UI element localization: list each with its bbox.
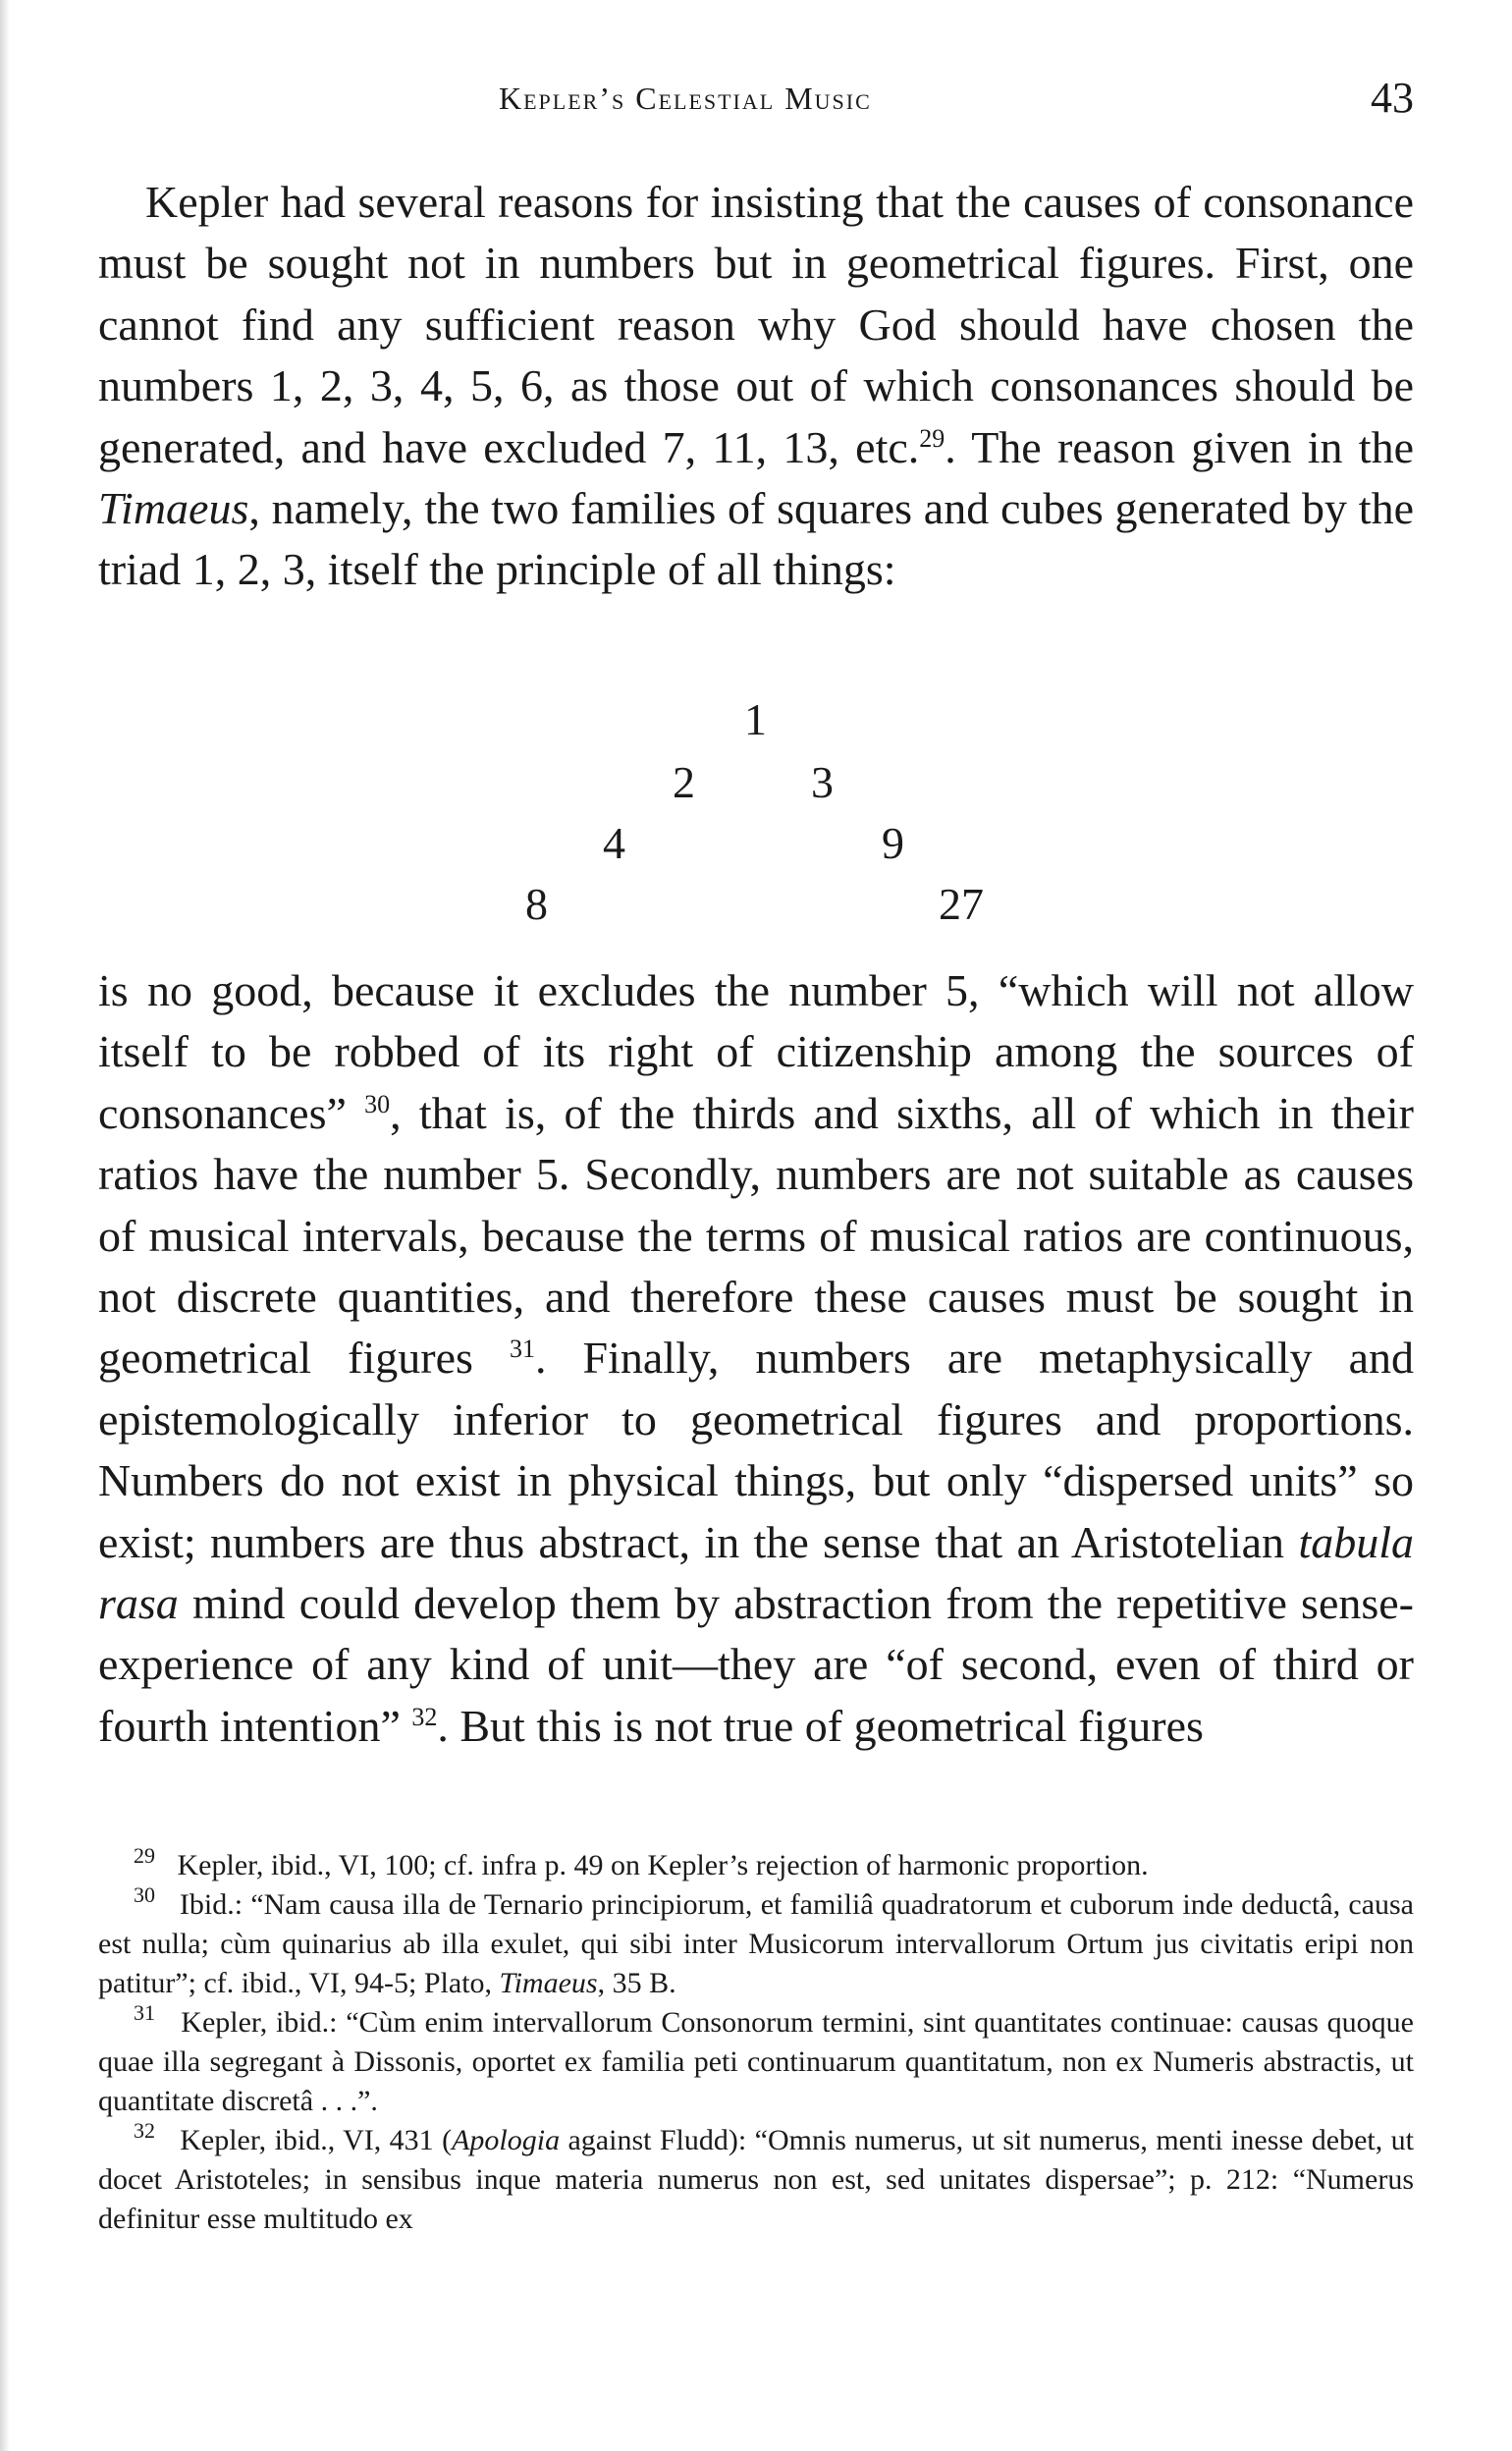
footnote-31 [98,2000,1414,2121]
footnote-text: Kepler, ibid., VI, 431 ( [180,2124,453,2156]
paragraph-1-part-b: . The reason given in the [945,421,1414,472]
footnote-ref-29: 29 [919,423,945,453]
footnote-text-end: against Fludd): “Omnis numerus, ut sit numerus, menti inesse debet, ut docet Aristoteles; in sensibus inque materia numerus non est, sed unitates dispersae”; p. 212: “Numerus definitur esse multitudo ex [98,2124,1414,2235]
footnote-number: 32 [134,2118,155,2143]
triangle-number-2: 2 [673,757,695,807]
page-header [98,73,1414,132]
triangle-number-9: 9 [882,818,904,868]
paragraph-1-part-c: , namely, the two families of squares and cubes generated by the triad 1, 2, 3, itself the principle of all things: [98,483,1414,595]
footnote-30 [98,1882,1414,2003]
paragraph-1-italic-title: Timaeus [98,483,249,534]
footnote-number: 31 [134,2000,155,2025]
footnote-32 [98,2118,1414,2239]
footnote-number: 29 [134,1843,155,1868]
footnote-italic-title: Timaeus [499,1967,598,1999]
triangle-number-8: 8 [525,879,548,929]
triangle-number-27: 27 [939,879,984,929]
paragraph-2-text [98,960,1414,1757]
footnote-ref-30: 30 [364,1089,391,1118]
paragraph-2-part-c: . Finally, numbers are metaphysically and epistemologically inferior to geometrical figures and proportions. Numbers do not exist in physical things, but only “dispersed units” so exist; numbers are thus abstract, in the sense that an Aristotelian [98,1333,1415,1567]
footnote-text: Kepler, ibid., VI, 100; cf. infra p. 49 on Kepler’s rejection of harmonic proportion. [177,1849,1149,1881]
footnote-ref-31: 31 [509,1334,535,1364]
footnote-ref-32: 32 [411,1702,438,1731]
paragraph-2 [98,960,1414,1820]
running-title: Kepler’s Celestial Music [499,81,872,116]
footnote-text: Ibid.: “Nam causa illa de Ternario principiorum, et familiâ quadratorum et cuborum inde deductâ, causa est nulla; cùm quinarius ab illa exulet, qui sibi inter Musicorum intervallorum Ortum jus civitatis eripi non patitur”; cf. ibid., VI, 94-5; Plato, [98,1888,1414,1999]
paragraph-1 [98,172,1414,663]
footnote-italic-title: Apologia [452,2124,561,2156]
paragraph-2-part-e: . But this is not true of geometrical figures [437,1700,1204,1751]
paragraph-2-italic-term: tabula rasa [98,1516,1414,1629]
paragraph-1-text [98,172,1414,601]
footnote-number: 30 [134,1882,155,1907]
page-edge-shadow [0,0,10,2451]
page-number: 43 [1371,74,1414,122]
paragraph-2-part-d: mind could develop them by abstraction from the repetitive sense-experience of any kind of unit—they are “of second, even of third or fourth intention” [98,1578,1414,1751]
paragraph-1-part-a: Kepler had several reasons for insisting that the causes of consonance must be sought not in numbers but in geometrical figures. First, one cannot find any sufficient reason why God should have chosen the numbers 1, 2, 3, 4, 5, 6, as those out of which consonances should be generated, and have excluded 7, 11, 13, etc. [98,177,1414,472]
paragraph-2-part-b: , that is, of the thirds and sixths, all of which in their ratios have the number 5. Secondly, numbers are not suitable as causes of musical intervals, because the terms of musical ratios are continuous, not discrete quantities, and therefore these causes must be sought in geometrical figures [98,1087,1414,1384]
paragraph-2-part-a: is no good, because it excludes the number 5, “which will not allow itself to be robbed of its right of citizenship among the sources of consonances” [98,965,1414,1138]
footnote-text-end: , 35 B. [597,1967,676,1999]
footnote-29 [98,1843,1414,1885]
triangle-number-1: 1 [744,694,767,744]
triangle-number-4: 4 [603,818,625,868]
footnote-text: Kepler, ibid.: “Cùm enim intervallorum Consonorum termini, sint quantitates continuae: causas quoque quae illa segregant à Dissonis, oportet ex familia peti continuarum quantitatum, non ex Numeris abstractis, ut quantitate discretâ . . .”. [98,2006,1414,2117]
footnotes [98,1843,1414,2239]
triangle-number-3: 3 [811,757,834,807]
